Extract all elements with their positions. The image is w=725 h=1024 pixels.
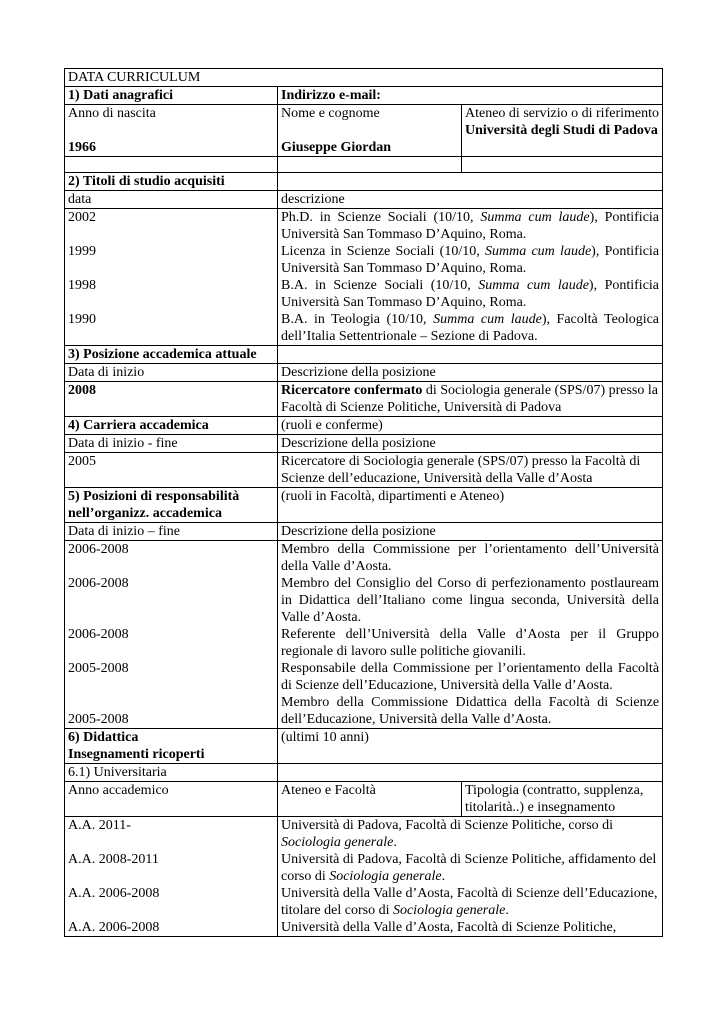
section-teaching-heading: 6) Didattica: [68, 730, 139, 745]
titles-columns-row: [65, 191, 663, 209]
title-year: 1990: [68, 312, 96, 327]
section-personal-heading: 1) Dati anagrafici: [65, 87, 278, 105]
position-date-header: Data di inizio: [65, 364, 278, 382]
titles-desc-header: descrizione: [278, 191, 663, 209]
birth-year-label: Anno di nascita: [68, 106, 156, 121]
personal-data-row: [65, 105, 663, 157]
responsibility-years: 2005-2008: [68, 712, 129, 727]
career-desc-header: Descrizione della posizione: [278, 435, 663, 453]
birth-year-value: 1966: [68, 140, 96, 155]
teaching-type-header: Tipologia (contratto, supplenza, titolarità..) e insegnamento: [462, 782, 663, 817]
career-data-row: [65, 453, 663, 488]
name-label: Nome e cognome: [281, 106, 380, 121]
affiliation-value: Università degli Studi di Padova: [465, 123, 658, 138]
titles-list-row: [65, 209, 663, 346]
title-year: 2002: [68, 210, 96, 225]
responsibilities-columns-row: [65, 523, 663, 541]
responsibility-years: 2006-2008: [68, 627, 129, 642]
affiliation-label: Ateneo di servizio o di riferimento: [465, 106, 659, 121]
blank-row: [65, 157, 663, 173]
teaching-header-row: [65, 729, 663, 764]
section-teaching-subheading: Insegnamenti ricoperti: [68, 747, 205, 762]
section-titles-heading: 2) Titoli di studio acquisiti: [65, 173, 278, 191]
responsibilities-date-header: Data di inizio – fine: [65, 523, 278, 541]
section-position-heading: 3) Posizione accademica attuale: [65, 346, 278, 364]
career-year: 2005: [65, 453, 278, 488]
position-columns-row: [65, 364, 663, 382]
title-description: B.A. in Scienze Sociali (10/10, Summa cum laude), Pontificia Università San Tommaso D’Aquino, Roma.: [281, 278, 660, 310]
teaching-year: A.A. 2006-2008: [68, 920, 160, 935]
responsibilities-note: (ruoli in Facoltà, dipartimenti e Ateneo): [278, 488, 663, 523]
teaching-year: A.A. 2011-: [68, 818, 131, 833]
teaching-description: Università della Valle d’Aosta, Facoltà di Scienze Politiche,: [281, 920, 617, 935]
responsibility-description: Membro del Consiglio del Corso di perfezionamento postlauream in Didattica dell’Italiano come lingua seconda, Università della Valle d’Aosta.: [281, 576, 660, 625]
curriculum-table: [64, 68, 663, 937]
responsibility-description: Membro della Commissione Didattica della Facoltà di Scienze dell’Educazione, Università della Valle d’Aosta.: [281, 695, 660, 727]
teaching-year: A.A. 2006-2008: [68, 886, 160, 901]
position-year: 2008: [65, 382, 278, 417]
personal-header-row: [65, 87, 663, 105]
responsibility-description: Referente dell’Università della Valle d’Aosta per il Gruppo regionale di lavoro sulle politiche giovanili.: [281, 627, 660, 659]
titles-header-row: [65, 173, 663, 191]
teaching-description: Università di Padova, Facoltà di Scienze Politiche, affidamento del corso di Sociologia generale.: [281, 852, 657, 884]
position-description: Ricercatore confermato di Sociologia generale (SPS/07) presso la Facoltà di Scienze Politiche, Università di Padova: [278, 382, 663, 417]
responsibility-years: 2005-2008: [68, 661, 129, 676]
title-description: Ph.D. in Scienze Sociali (10/10, Summa cum laude), Pontificia Università San Tommaso D’Aquino, Roma.: [281, 210, 660, 242]
teaching-note: (ultimi 10 anni): [278, 729, 663, 764]
title-year: 1998: [68, 278, 96, 293]
position-data-row: [65, 382, 663, 417]
titles-date-header: data: [65, 191, 278, 209]
career-description: Ricercatore di Sociologia generale (SPS/07) presso la Facoltà di Scienze dell’educazione, Università della Valle d’Aosta: [278, 453, 663, 488]
email-label: Indirizzo e-mail:: [278, 87, 663, 105]
responsibilities-header-row: [65, 488, 663, 523]
responsibility-years: 2006-2008: [68, 542, 129, 557]
responsibilities-list-row: [65, 541, 663, 729]
section-responsibilities-heading: 5) Posizioni di responsabilità nell’organizz. accademica: [65, 488, 278, 523]
responsibility-description: Responsabile della Commissione per l’orientamento della Facoltà di Scienze dell’Educazione, Università della Valle d’Aosta.: [281, 661, 660, 693]
teaching-description: Università della Valle d’Aosta, Facoltà di Scienze dell’Educazione, titolare del corso di Sociologia generale.: [281, 886, 658, 918]
position-header-row: [65, 346, 663, 364]
title-description: Licenza in Scienze Sociali (10/10, Summa cum laude), Pontificia Università San Tommaso D’Aquino, Roma.: [281, 244, 660, 276]
name-value: Giuseppe Giordan: [281, 140, 392, 155]
position-desc-header: Descrizione della posizione: [278, 364, 663, 382]
teaching-list-row: [65, 817, 663, 937]
responsibility-years: 2006-2008: [68, 576, 129, 591]
teaching-sub-row: [65, 764, 663, 782]
responsibilities-desc-header: Descrizione della posizione: [278, 523, 663, 541]
title-year: 1999: [68, 244, 96, 259]
teaching-columns-row: [65, 782, 663, 817]
title-row: [65, 69, 663, 87]
teaching-year: A.A. 2008-2011: [68, 852, 159, 867]
career-date-header: Data di inizio - fine: [65, 435, 278, 453]
career-note: (ruoli e conferme): [278, 417, 663, 435]
section-career-heading: 4) Carriera accademica: [65, 417, 278, 435]
responsibility-description: Membro della Commissione per l’orientamento dell’Università della Valle d’Aosta.: [281, 542, 660, 574]
career-header-row: [65, 417, 663, 435]
teaching-description: Università di Padova, Facoltà di Scienze Politiche, corso di Sociologia generale.: [281, 818, 614, 850]
career-columns-row: [65, 435, 663, 453]
title-description: B.A. in Teologia (10/10, Summa cum laude), Facoltà Teologica dell’Italia Settentrionale – Sezione di Padova.: [281, 312, 660, 344]
document-title: DATA CURRICULUM: [65, 69, 663, 87]
teaching-subsection: 6.1) Universitaria: [65, 764, 278, 782]
teaching-year-header: Anno accademico: [65, 782, 278, 817]
teaching-univ-header: Ateneo e Facoltà: [278, 782, 462, 817]
